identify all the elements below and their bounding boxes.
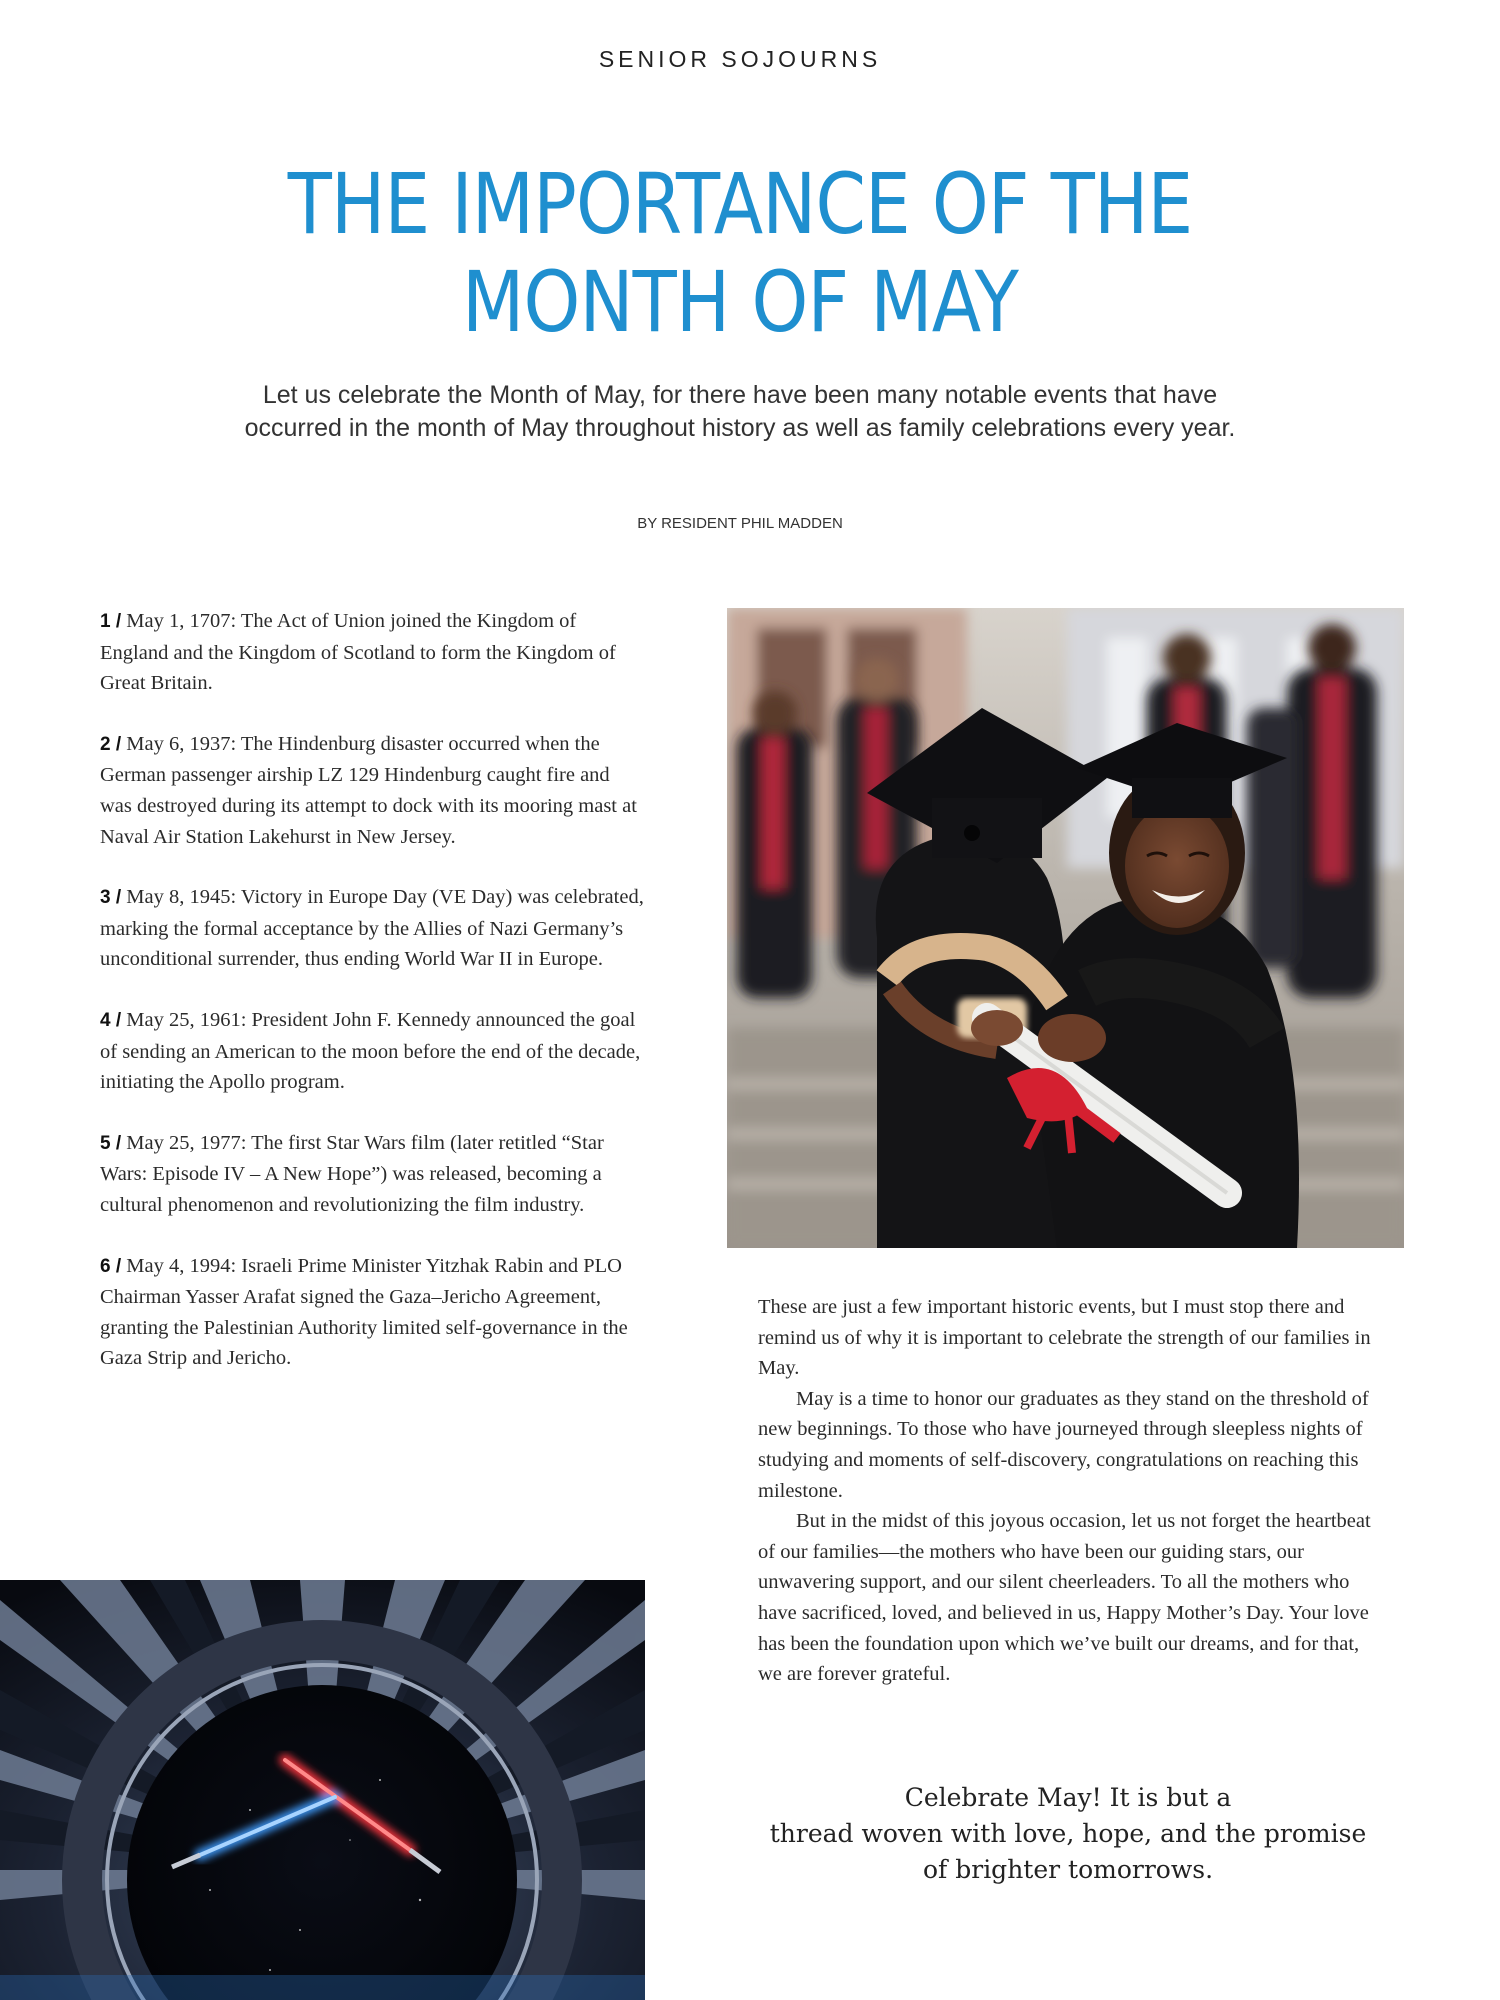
event-item xyxy=(100,729,645,852)
article-subtitle: Let us celebrate the Month of May, for there have been many notable events that have occurred in the month of May throughout history as well as family celebrations every year. xyxy=(244,381,1236,442)
event-number: 5 / xyxy=(100,1132,122,1154)
event-item xyxy=(100,606,645,699)
event-number: 1 / xyxy=(100,611,122,632)
graduation-photo xyxy=(727,608,1404,1248)
event-text: May 6, 1937: The Hindenburg disaster occurred when the German passenger airship LZ 129 Hindenburg caught fire and was destroyed during its attempt to dock with its mooring mast at Naval Air Station Lakehurst in New Jersey. xyxy=(100,732,637,848)
event-number: 2 / xyxy=(100,733,122,755)
pull-quote-line-1: Celebrate May! It is but a xyxy=(904,1783,1232,1812)
lightsaber-photo xyxy=(0,1580,645,2000)
event-number: 3 / xyxy=(100,887,122,909)
pull-quote xyxy=(758,1780,1378,1888)
article-title xyxy=(233,155,1248,351)
event-number: 4 / xyxy=(100,1009,122,1031)
article-title-line-1: THE IMPORTANCE OF THE xyxy=(287,155,1193,253)
event-text: May 4, 1994: Israeli Prime Minister Yitzhak Rabin and PLO Chairman Yasser Arafat signed the Gaza–Jericho Agreement, granting the Palestinian Authority limited self-governance in the Gaza Strip and Jericho. xyxy=(100,1254,628,1370)
article-title-line-2: MONTH OF MAY xyxy=(462,253,1018,351)
event-item xyxy=(100,1005,645,1098)
events-list xyxy=(100,606,645,1404)
event-text: May 1, 1707: The Act of Union joined the Kingdom of England and the Kingdom of Scotland to form the Kingdom of Great Britain. xyxy=(100,610,616,695)
lightsaber-illustration xyxy=(0,1580,645,2000)
body-paragraph: These are just a few important historic events, but I must stop there and remind us of why it is important to celebrate the strength of our families in May. xyxy=(758,1296,1371,1380)
event-item xyxy=(100,1128,645,1221)
byline: BY RESIDENT PHIL MADDEN xyxy=(637,515,843,532)
section-label: SENIOR SOJOURNS xyxy=(598,46,882,72)
event-item xyxy=(100,1251,645,1374)
event-number: 6 / xyxy=(100,1255,122,1277)
body-paragraph: May is a time to honor our graduates as they stand on the threshold of new beginnings. To those who have journeyed through sleepless nights of studying and moments of self-discovery, congratulations on reaching this milestone. xyxy=(758,1387,1369,1502)
event-text: May 25, 1977: The first Star Wars film (later retitled “Star Wars: Episode IV – A New Hope”) was released, becoming a cultural phenomenon and revolutionizing the film industry. xyxy=(100,1131,604,1216)
event-text: May 25, 1961: President John F. Kennedy announced the goal of sending an American to the moon before the end of the decade, initiating the Apollo program. xyxy=(100,1008,641,1094)
pull-quote-line-2: thread woven with love, hope, and the promise xyxy=(769,1819,1367,1848)
pull-quote-line-3: of brighter tomorrows. xyxy=(922,1855,1214,1884)
event-text: May 8, 1945: Victory in Europe Day (VE Day) was celebrated, marking the formal acceptance by the Allies of Nazi Germany’s unconditional surrender, thus ending World War II in Europe. xyxy=(100,886,644,971)
graduation-illustration xyxy=(727,608,1404,1248)
event-item xyxy=(100,882,645,975)
article-body xyxy=(758,1292,1378,1690)
body-paragraph: But in the midst of this joyous occasion, let us not forget the heartbeat of our families—the mothers who have been our guiding stars, our unwavering support, and our silent cheerleaders. To all the mothers who have sacrificed, loved, and believed in us, Happy Mother’s Day. Your love has been the foundation upon which we’ve built our dreams, and for that, we are forever grateful. xyxy=(758,1510,1371,1686)
